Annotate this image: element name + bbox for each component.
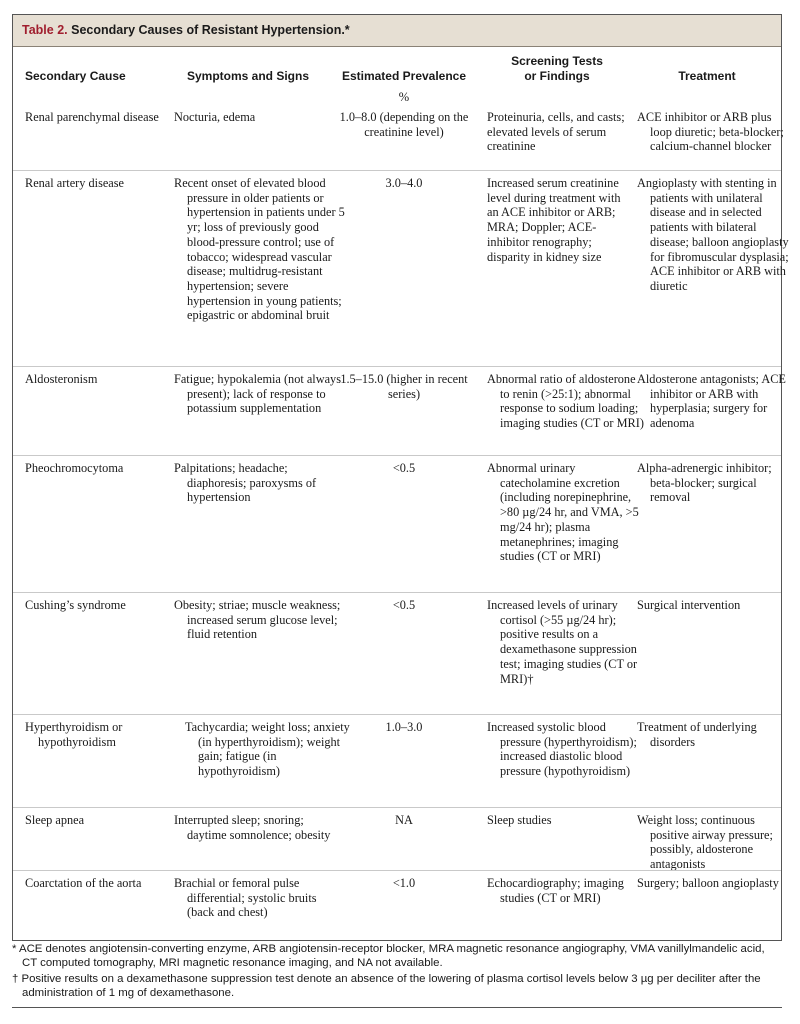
- cell-symptoms: Brachial or femoral pulse differential; systolic bruits (back and chest): [174, 876, 317, 920]
- table-frame: [12, 14, 789, 941]
- table-row: [13, 592, 781, 717]
- header-symptoms: Symptoms and Signs: [186, 69, 310, 83]
- cell-cause: Renal artery disease: [25, 176, 125, 190]
- table-row: [13, 366, 786, 458]
- cell-symptoms: Interrupted sleep; snoring; daytime somnolence; obesity: [174, 813, 331, 842]
- cell-screening: Increased systolic blood pressure (hyperthyroidism); increased diastolic blood pressure (hypothyroidism): [487, 720, 637, 779]
- table-row: [13, 455, 781, 595]
- table-title-bar: [13, 15, 781, 47]
- header-screening-line1: Screening Tests: [511, 54, 603, 68]
- cell-symptoms: Nocturia, edema: [174, 110, 256, 124]
- cell-prevalence: <0.5: [392, 461, 416, 475]
- table-row: [13, 807, 781, 873]
- footnote-dagger: † Positive results on a dexamethasone suppression test denote an absence of the lowering of plasma cortisol levels below 3 µg per deciliter after the administration of 1 mg of dexamethasone.: [12, 972, 761, 999]
- cell-treatment: Surgical intervention: [637, 598, 741, 612]
- table-label: Table 2.: [22, 23, 68, 37]
- cell-cause: Coarctation of the aorta: [25, 876, 142, 890]
- cell-screening: Sleep studies: [487, 813, 552, 827]
- prevalence-unit: %: [398, 90, 410, 104]
- table-row: [13, 105, 784, 173]
- table-title: [22, 23, 350, 37]
- cell-cause: Renal parenchymal disease: [25, 110, 159, 124]
- cell-screening: Increased serum creatinine level during treatment with an ACE inhibitor or ARB; MRA; Doppler; ACE-inhibitor renography; disparity in kidney size: [487, 176, 621, 264]
- cell-cause: Pheochromocytoma: [25, 461, 124, 475]
- cell-treatment: ACE inhibitor or ARB plus loop diuretic; beta-blocker; calcium-channel blocker: [637, 110, 784, 154]
- cell-cause: Sleep apnea: [25, 813, 85, 827]
- table-row: [13, 870, 781, 940]
- cell-screening: Abnormal ratio of aldosterone to renin (>25:1); abnormal response to sodium loading; imaging studies (CT or MRI): [487, 372, 644, 431]
- cell-treatment: Surgery; balloon angioplasty: [637, 876, 779, 890]
- cell-treatment: Aldosterone antagonists; ACE inhibitor or ARB with hyperplasia; surgery for adenoma: [637, 372, 786, 431]
- cell-symptoms: Tachycardia; weight loss; anxiety (in hyperthyroidism); weight gain; fatigue (in hypothyroidism): [185, 720, 350, 779]
- cell-prevalence: 1.5–15.0 (higher in recent series): [340, 372, 468, 401]
- header-screening-line2: or Findings: [524, 69, 590, 83]
- footnote-abbreviations: * ACE denotes angiotensin-converting enzyme, ARB angiotensin-receptor blocker, MRA magnetic resonance angiography, VMA vanillylmandelic acid, CT computed tomography, MRI magnetic resonance imaging, and NA not available.: [12, 943, 765, 970]
- table-row: [13, 714, 781, 810]
- header-prevalence: Estimated Prevalence: [341, 69, 467, 83]
- cell-treatment: Angioplasty with stenting in patients with unilateral disease and in selected patients with bilateral disease; balloon angioplasty for fibromuscular dysplasia; ACE inhibitor or ARB with diuretic: [637, 176, 789, 293]
- cell-treatment: Alpha-adrenergic inhibitor; beta-blocker; surgical removal: [637, 461, 772, 505]
- cell-prevalence: <0.5: [392, 598, 416, 612]
- cell-cause: Hyperthyroidism or hypothyroidism: [25, 720, 123, 749]
- cell-treatment: Weight loss; continuous positive airway pressure; possibly, aldosterone antagonists: [637, 813, 773, 872]
- cell-symptoms: Palpitations; headache; diaphoresis; paroxysms of hypertension: [174, 461, 317, 505]
- cell-screening: Echocardiography; imaging studies (CT or MRI): [487, 876, 624, 905]
- cell-prevalence: 1.0–3.0: [385, 720, 423, 734]
- cell-screening: Proteinuria, cells, and casts; elevated levels of serum creatinine: [487, 110, 625, 154]
- cell-prevalence: NA: [395, 813, 413, 827]
- cell-prevalence: 1.0–8.0 (depending on the creatinine level): [339, 110, 469, 139]
- cell-screening: Abnormal urinary catecholamine excretion (including norepinephrine, >80 µg/24 hr, and VMA, >5 mg/24 hr); plasma metanephrines; imaging studies (CT or MRI): [487, 461, 639, 564]
- bottom-rule: [12, 1007, 782, 1008]
- table-title-text: Secondary Causes of Resistant Hypertension.*: [71, 23, 350, 37]
- cell-screening: Increased levels of urinary cortisol (>55 µg/24 hr); positive results on a dexamethasone suppression test; imaging studies (CT or MRI)†: [487, 598, 638, 686]
- header-secondary-cause: Secondary Cause: [25, 69, 126, 83]
- cell-cause: Cushing’s syndrome: [25, 598, 126, 612]
- cell-prevalence: 3.0–4.0: [385, 176, 423, 190]
- cell-symptoms: Fatigue; hypokalemia (not always present); lack of response to potassium supplementation: [174, 372, 341, 416]
- cell-symptoms: Recent onset of elevated blood pressure in older patients or hypertension in patients under 5 yr; loss of previously good blood-pressure control; use of tobacco; widespread vascular disease; multidrug-resistant hypertension; severe hypertension in young patients; epigastric or abdominal bruit: [174, 176, 345, 323]
- header-treatment: Treatment: [678, 69, 736, 83]
- cell-prevalence: <1.0: [392, 876, 416, 890]
- cell-treatment: Treatment of underlying disorders: [637, 720, 757, 749]
- cell-cause: Aldosteronism: [25, 372, 98, 386]
- table-row: [13, 170, 789, 369]
- footnotes: [12, 942, 782, 1000]
- cell-symptoms: Obesity; striae; muscle weakness; increased serum glucose level; fluid retention: [174, 598, 341, 642]
